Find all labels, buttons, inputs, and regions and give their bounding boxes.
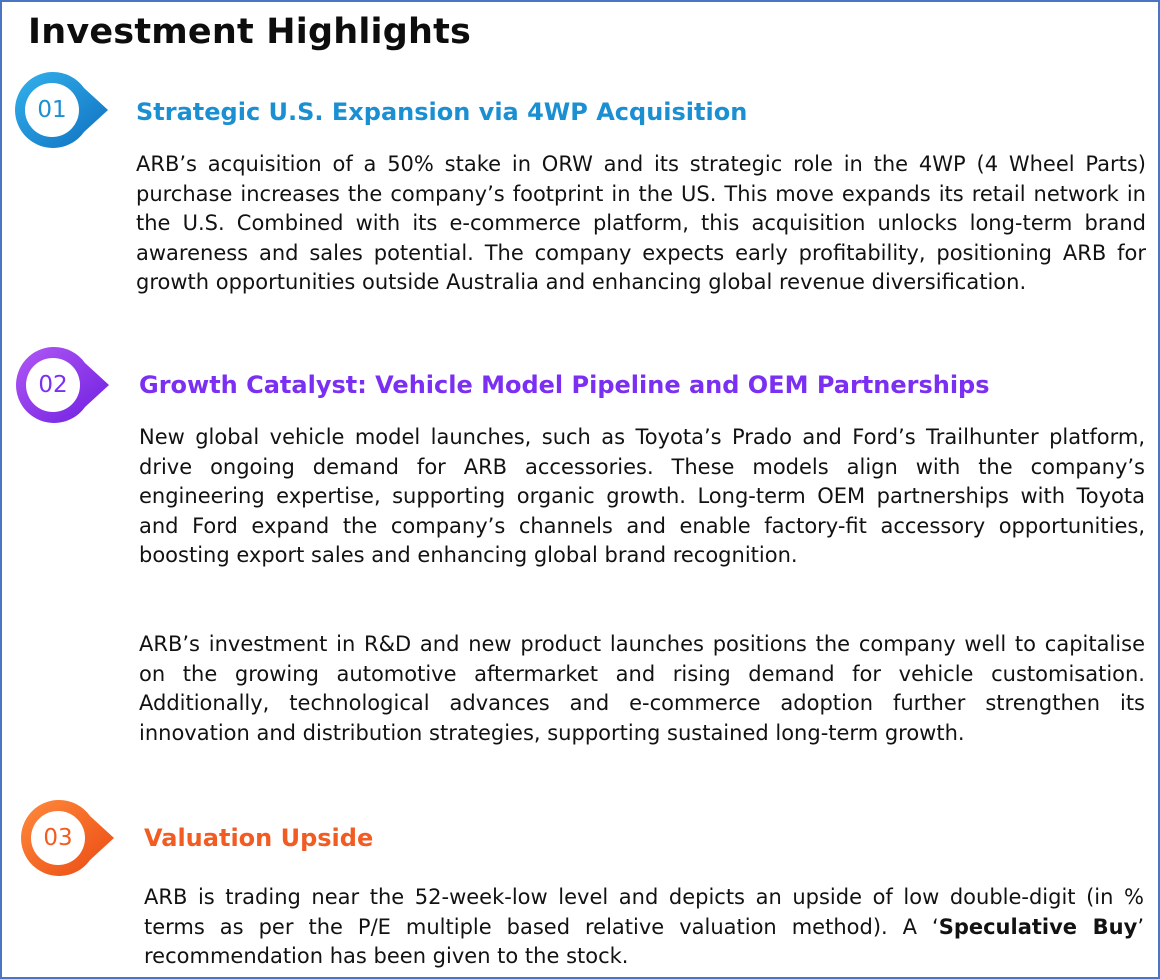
page-title: Investment Highlights	[28, 12, 472, 52]
section-number-badge-03	[18, 798, 118, 878]
section-paragraph-01: ARB’s acquisition of a 50% stake in ORW and its strategic role in the 4WP (4 Wheel Parts) purchase increases the company’s footprint in the US. This move expands its retail network in the U.S. Combined with its e-commerce platform, this acquisition unlocks long-term brand awareness and sales potential. The company expects early profitability, positioning ARB for growth opportunities outside Australia and enhancing global revenue diversification.	[136, 152, 1146, 295]
paragraph-tail: ’ recommendation has been given to the stock.	[144, 914, 1144, 969]
paragraph-text: ARB is trading near the 52-week-low level and depicts an upside of low double-digit (in % terms as per the P/E multiple based relative valuation method). A ‘	[144, 885, 1144, 939]
section-number-badge-02	[13, 345, 113, 425]
section-paragraph-02a: New global vehicle model launches, such as Toyota’s Prado and Ford’s Trailhunter platform, drive ongoing demand for ARB accessories. These models align with the company’s engineering expertise, supporting organic growth. Long-term OEM partnerships with Toyota and Ford expand the company’s channels and enable factory-fit accessory opportunities, boosting export sales and enhancing global brand recognition.	[139, 425, 1145, 568]
section-heading-02: Growth Catalyst: Vehicle Model Pipeline and OEM Partnerships	[139, 371, 990, 399]
section-heading-01: Strategic U.S. Expansion via 4WP Acquisition	[136, 98, 748, 126]
section-paragraph-03	[144, 883, 1144, 972]
recommendation-bold: Speculative Buy	[938, 914, 1138, 939]
section-number: 01	[37, 97, 67, 123]
section-heading-03: Valuation Upside	[144, 824, 374, 852]
section-number: 02	[38, 372, 68, 398]
section-paragraph-02b: ARB’s investment in R&D and new product launches positions the company well to capitalise on the growing automotive aftermarket and rising demand for vehicle customisation. Additionally, technological advances and e-commerce adoption further strengthen its innovation and distribution strategies, supporting sustained long-term growth.	[139, 632, 1145, 745]
section-number: 03	[43, 825, 73, 851]
section-number-badge-01	[12, 70, 112, 150]
